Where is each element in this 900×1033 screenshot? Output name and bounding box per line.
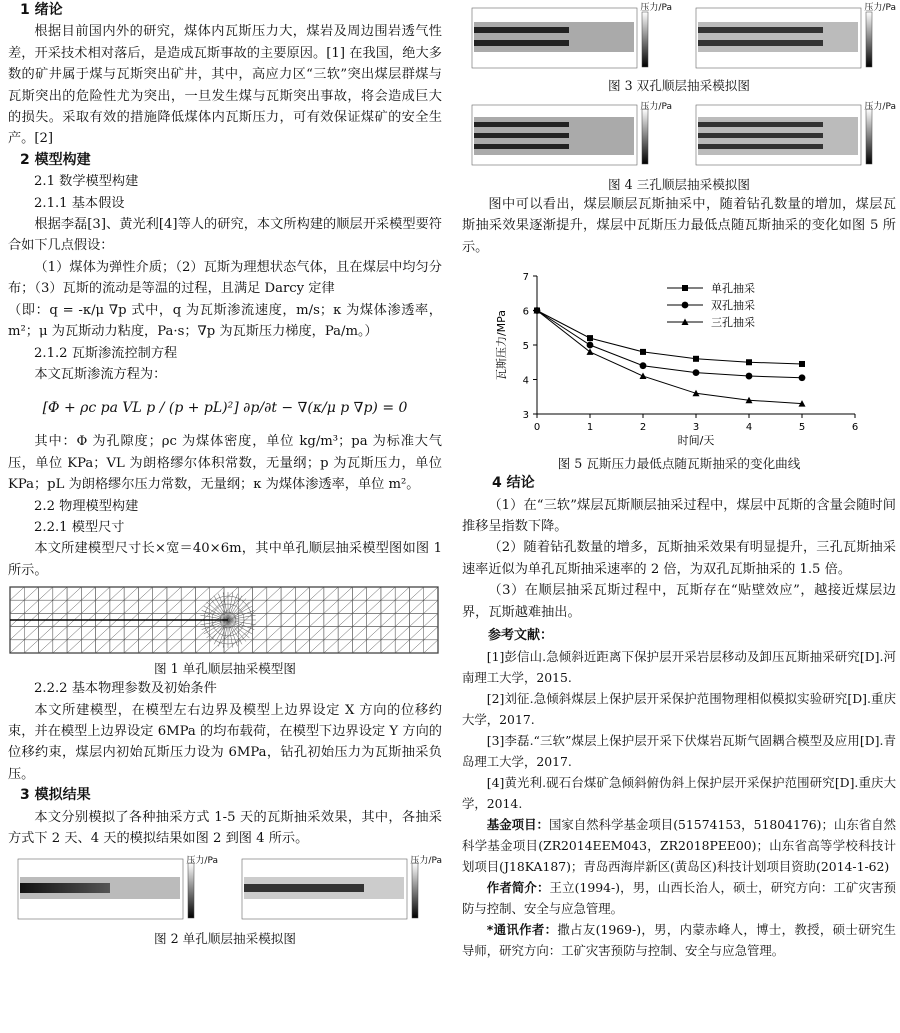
legend-label: 双孔抽采	[711, 299, 755, 313]
section-1-title: 1 绪论	[20, 2, 63, 18]
funding-text: 国家自然科学基金项目(51574153，51804176)；山东省自然科学基金项目(ZR2014EEM043，ZR2018PEE00)；山东省高等学校科技计划项目(J18KA187)；青岛西海岸新区(黄岛区)科技计划项目资助(2014-1-62)	[462, 817, 896, 875]
x-tick-label: 3	[692, 422, 700, 434]
colorbar-label: 压力/Pa	[186, 856, 218, 867]
sim-plot	[462, 0, 672, 74]
simulation-intro: 本文分别模拟了各种抽采方式 1-5 天的瓦斯抽采效果，其中，各抽采方式下 2 天、4 天的模拟结果如图 2 到图 4 所示。	[8, 809, 442, 846]
figure-4-caption: 图 4 三孔顺层抽采模拟图	[608, 177, 750, 192]
data-point	[640, 349, 646, 355]
boundary-conditions-text: 本文所建模型，在模型左右边界及模型上边界设定 X 方向的位移约束，并在模型上边界设定 6MPa 的均布载荷，在模型下边界设定 Y 方向的位移约束，煤层内初始瓦斯压力设为 6MPa，钻孔初始压力为瓦斯抽采负压。	[8, 702, 442, 782]
data-point	[640, 363, 647, 370]
data-point	[746, 359, 752, 365]
section-2-2-title: 2.2 物理模型构建	[34, 498, 139, 514]
reference-item: [1]彭信山.急倾斜近距离下保护层开采岩层移动及卸压瓦斯抽采研究[D].河南理工大学，2015.	[462, 649, 896, 686]
y-tick-label: 3	[522, 410, 529, 422]
assumption-list: （1）煤体为弹性介质；（2）瓦斯为理想状态气体，且在煤层中均匀分布；（3）瓦斯的流动是等温的过程，且满足 Darcy 定律	[8, 259, 442, 297]
data-point	[682, 302, 689, 309]
equation-intro: 本文瓦斯渗流方程为：	[34, 366, 167, 382]
sim-plot	[232, 853, 442, 927]
data-point	[693, 390, 700, 397]
series-line	[537, 311, 802, 364]
data-point	[693, 356, 699, 362]
section-2-2-1-title: 2.2.1 模型尺寸	[34, 519, 125, 535]
data-point	[799, 361, 805, 367]
sim-plot	[686, 0, 896, 74]
colorbar-label: 压力/Pa	[864, 102, 896, 112]
figure-2-row	[8, 853, 442, 927]
section-4-title: 4 结论	[492, 475, 535, 492]
corresponding-author-note	[462, 919, 896, 961]
x-tick-label: 6	[851, 422, 859, 434]
data-point	[746, 373, 753, 380]
series-line	[537, 311, 802, 378]
colorbar-label: 压力/Pa	[640, 3, 672, 13]
section-1-paragraph: 根据目前国内外的研究，煤体内瓦斯压力大，煤岩及周边围岩透气性差，开采技术相对落后，是造成瓦斯事故的主要原因。[1] 在我国，绝大多数的矿井属于煤与瓦斯突出矿井，其中，高应力区“三软”突出煤层群煤与瓦斯突出的危险性尤为突出，一旦发生煤与瓦斯突出事故，将会造成巨大的损失。采取有效的措施降低煤体内瓦斯压力，可有效保证煤矿的安全生产。[2]	[8, 24, 442, 147]
section-2-1-1-title: 2.1.1 基本假设	[34, 195, 125, 211]
section-3-title: 3 模拟结果	[20, 787, 91, 804]
y-tick-label: 4	[522, 375, 529, 387]
figure-5-caption: 图 5 瓦斯压力最低点随瓦斯抽采的变化曲线	[557, 456, 801, 472]
seepage-equation: [Φ + ρc pa VL p / (p + pL)²] ∂p/∂t − ∇(κ/μ p ∇p) = 0	[42, 400, 408, 417]
data-point	[640, 373, 647, 380]
sim-plot	[8, 853, 218, 927]
data-point	[799, 375, 806, 382]
x-tick-label: 5	[798, 422, 806, 434]
x-tick-label: 4	[745, 422, 753, 434]
funding-note	[462, 814, 896, 877]
right-column	[462, 0, 896, 961]
figure-5-chart	[462, 262, 896, 452]
corresponding-text: 撒占友(1969-)，男，内蒙赤峰人，博士，教授，硕士研究生导师，研究方向：工矿灾害预防与控制、安全与应急管理。	[462, 922, 897, 959]
colorbar-label: 压力/Pa	[864, 3, 896, 13]
references-title: 参考文献：	[488, 628, 554, 644]
darcy-law-text: （即：q = -κ/μ ∇p 式中，q 为瓦斯渗流速度，m/s；κ 为煤体渗透率，m²；μ 为瓦斯动力粘度，Pa·s；∇p 为瓦斯压力梯度，Pa/m。）	[8, 302, 442, 340]
colorbar-label: 压力/Pa	[410, 856, 442, 867]
y-tick-label: 7	[522, 272, 529, 284]
section-2-1-title: 2.1 数学模型构建	[34, 174, 139, 190]
data-point	[682, 285, 688, 291]
reference-item: [3]李磊.“三软”煤层上保护层开采下伏煤岩瓦斯气固耦合模型及应用[D].青岛理工大学，2017.	[462, 733, 896, 770]
author-text: 王立(1994-)，男，山西长治人，硕士，研究方向：工矿灾害预防与控制、安全与应急管理。	[462, 880, 897, 917]
legend-label: 单孔抽采	[711, 282, 755, 296]
conclusion-3: （3）在顺层抽采瓦斯过程中，瓦斯存在“贴壁效应”，越接近煤层边界，瓦斯越难抽出。	[462, 583, 896, 620]
model-size-text: 本文所建模型尺寸长×宽＝40×6m，其中单孔顺层抽采模型图如图 1 所示。	[8, 541, 442, 578]
sim-plot	[686, 99, 896, 173]
figure-4-row	[462, 99, 896, 173]
x-tick-label: 0	[533, 422, 541, 434]
x-tick-label: 2	[639, 422, 647, 434]
author-label: 作者简介：	[486, 880, 550, 896]
data-point	[587, 342, 594, 349]
section-2-1-2-title: 2.1.2 瓦斯渗流控制方程	[34, 345, 178, 361]
figure-discussion: 图中可以看出，煤层顺层瓦斯抽采中，随着钻孔数量的增加，煤层瓦斯抽采效果逐渐提升，煤层中瓦斯压力最低点随瓦斯抽采的变化如图 5 所示。	[462, 197, 896, 255]
x-axis-label: 时间/天	[677, 434, 715, 448]
figure-3-row	[462, 0, 896, 74]
section-2-title: 2 模型构建	[20, 151, 91, 168]
series-line	[537, 311, 802, 404]
figure-2-caption: 图 2 单孔顺层抽采模拟图	[154, 931, 296, 947]
assumption-intro: 根据李磊[3]、黄光利[4]等人的研究，本文所构建的顺层开采模型要符合如下几点假设：	[8, 217, 442, 254]
colorbar-label: 压力/Pa	[640, 102, 672, 112]
author-note	[462, 877, 896, 919]
y-axis-label: 瓦斯压力/MPa	[495, 310, 508, 381]
section-2-2-2-title: 2.2.2 基本物理参数及初始条件	[34, 681, 217, 697]
conclusion-2: （2）随着钻孔数量的增多，瓦斯抽采效果有明显提升，三孔瓦斯抽采速率近似为单孔瓦斯抽采速率的 2 倍，为双孔瓦斯抽采的 1.5 倍。	[462, 540, 896, 577]
reference-item: [2]刘征.急倾斜煤层上保护层开采保护范围物理相似模拟实验研究[D].重庆大学，2017.	[462, 691, 896, 728]
x-tick-label: 1	[586, 422, 594, 434]
reference-item: [4]黄光利.砚石台煤矿急倾斜俯伪斜上保护层开采保护范围研究[D].重庆大学，2014.	[462, 775, 896, 812]
left-column	[8, 0, 442, 948]
funding-label: 基金项目：	[486, 817, 549, 833]
y-tick-label: 5	[522, 341, 529, 353]
data-point	[587, 335, 593, 341]
corresponding-label: *通讯作者：	[486, 922, 558, 938]
legend-label: 三孔抽采	[711, 316, 755, 330]
data-point	[693, 369, 700, 376]
sim-plot	[462, 99, 672, 173]
y-tick-label: 6	[522, 306, 529, 318]
figure-3-caption: 图 3 双孔顺层抽采模拟图	[608, 78, 750, 93]
conclusion-1: （1）在“三软”煤层瓦斯顺层抽采过程中，煤层中瓦斯的含量会随时间推移呈指数下降。	[462, 497, 896, 535]
equation-variables: 其中：Φ 为孔隙度；ρc 为煤体密度，单位 kg/m³；pa 为标准大气压，单位 KPa；VL 为朗格缪尔体积常数，无量纲；p 为瓦斯压力，单位 KPa；pL 为朗格缪尔压力常数，无量纲；κ 为煤体渗透率，单位 m²。	[8, 434, 442, 493]
figure-1-mesh	[8, 585, 442, 657]
figure-1-caption: 图 1 单孔顺层抽采模型图	[154, 661, 296, 677]
